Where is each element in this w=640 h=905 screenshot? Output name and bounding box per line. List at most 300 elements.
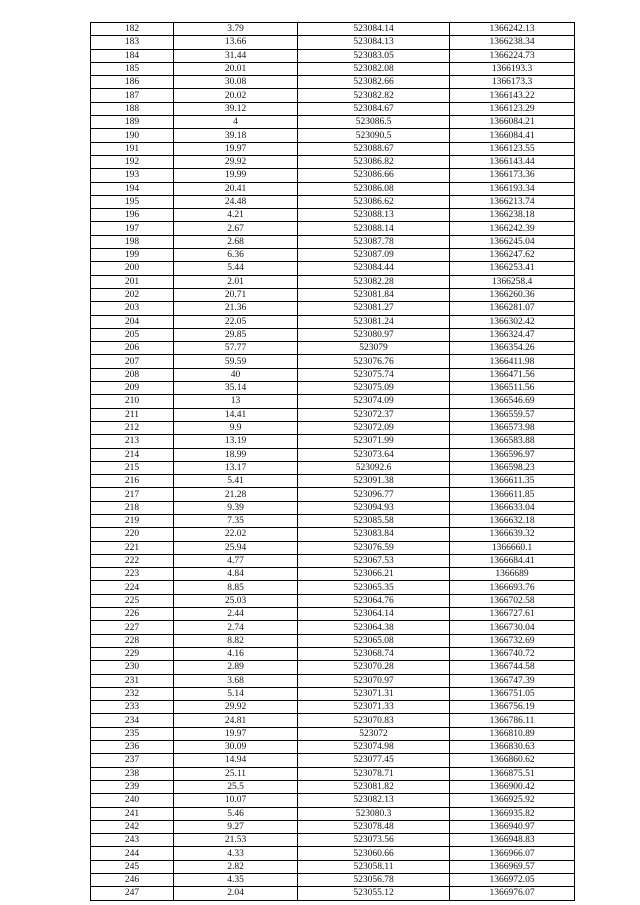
point-number-cell: 184 — [91, 49, 174, 62]
coordinate-table — [90, 22, 575, 901]
distance-cell: 2.68 — [174, 235, 298, 248]
x-coordinate-cell: 523090.5 — [298, 129, 450, 142]
x-coordinate-cell: 523074.98 — [298, 741, 450, 754]
table-row — [91, 608, 575, 621]
x-coordinate-cell: 523081.27 — [298, 302, 450, 315]
table-row — [91, 475, 575, 488]
x-coordinate-cell: 523088.67 — [298, 142, 450, 155]
x-coordinate-cell: 523087.78 — [298, 235, 450, 248]
y-coordinate-cell: 1366324.47 — [450, 328, 575, 341]
distance-cell: 4.77 — [174, 554, 298, 567]
distance-cell: 13.66 — [174, 36, 298, 49]
table-row — [91, 89, 575, 102]
y-coordinate-cell: 1366281.07 — [450, 302, 575, 315]
y-coordinate-cell: 1366123.55 — [450, 142, 575, 155]
x-coordinate-cell: 523078.48 — [298, 820, 450, 833]
table-row — [91, 754, 575, 767]
point-number-cell: 204 — [91, 315, 174, 328]
distance-cell: 13 — [174, 395, 298, 408]
distance-cell: 4.33 — [174, 847, 298, 860]
table-row — [91, 528, 575, 541]
point-number-cell: 201 — [91, 275, 174, 288]
y-coordinate-cell: 1366925.92 — [450, 794, 575, 807]
point-number-cell: 210 — [91, 395, 174, 408]
table-row — [91, 355, 575, 368]
y-coordinate-cell: 1366247.62 — [450, 249, 575, 262]
y-coordinate-cell: 1366689 — [450, 568, 575, 581]
point-number-cell: 234 — [91, 714, 174, 727]
distance-cell: 2.04 — [174, 887, 298, 900]
distance-cell: 40 — [174, 368, 298, 381]
x-coordinate-cell: 523064.14 — [298, 608, 450, 621]
y-coordinate-cell: 1366684.41 — [450, 554, 575, 567]
y-coordinate-cell: 1366245.04 — [450, 235, 575, 248]
y-coordinate-cell: 1366611.85 — [450, 488, 575, 501]
x-coordinate-cell: 523083.05 — [298, 49, 450, 62]
table-row — [91, 714, 575, 727]
y-coordinate-cell: 1366786.11 — [450, 714, 575, 727]
table-row — [91, 222, 575, 235]
y-coordinate-cell: 1366740.72 — [450, 647, 575, 660]
x-coordinate-cell: 523073.56 — [298, 834, 450, 847]
x-coordinate-cell: 523091.38 — [298, 475, 450, 488]
point-number-cell: 236 — [91, 741, 174, 754]
point-number-cell: 246 — [91, 874, 174, 887]
x-coordinate-cell: 523064.38 — [298, 621, 450, 634]
point-number-cell: 185 — [91, 62, 174, 75]
point-number-cell: 191 — [91, 142, 174, 155]
x-coordinate-cell: 523071.33 — [298, 701, 450, 714]
point-number-cell: 215 — [91, 461, 174, 474]
point-number-cell: 226 — [91, 608, 174, 621]
point-number-cell: 182 — [91, 23, 174, 36]
y-coordinate-cell: 1366969.57 — [450, 860, 575, 873]
point-number-cell: 200 — [91, 262, 174, 275]
table-row — [91, 820, 575, 833]
y-coordinate-cell: 1366702.58 — [450, 594, 575, 607]
y-coordinate-cell: 1366596.97 — [450, 448, 575, 461]
table-row — [91, 594, 575, 607]
table-row — [91, 435, 575, 448]
y-coordinate-cell: 1366935.82 — [450, 807, 575, 820]
distance-cell: 25.5 — [174, 780, 298, 793]
point-number-cell: 228 — [91, 634, 174, 647]
x-coordinate-cell: 523081.82 — [298, 780, 450, 793]
table-row — [91, 674, 575, 687]
distance-cell: 21.36 — [174, 302, 298, 315]
table-row — [91, 328, 575, 341]
x-coordinate-cell: 523083.84 — [298, 528, 450, 541]
distance-cell: 13.19 — [174, 435, 298, 448]
y-coordinate-cell: 1366598.23 — [450, 461, 575, 474]
point-number-cell: 189 — [91, 116, 174, 129]
table-row — [91, 275, 575, 288]
y-coordinate-cell: 1366213.74 — [450, 195, 575, 208]
point-number-cell: 239 — [91, 780, 174, 793]
point-number-cell: 187 — [91, 89, 174, 102]
table-row — [91, 488, 575, 501]
distance-cell: 20.02 — [174, 89, 298, 102]
y-coordinate-cell: 1366193.34 — [450, 182, 575, 195]
table-row — [91, 102, 575, 115]
distance-cell: 2.44 — [174, 608, 298, 621]
table-row — [91, 568, 575, 581]
y-coordinate-cell: 1366143.44 — [450, 155, 575, 168]
table-row — [91, 155, 575, 168]
y-coordinate-cell: 1366573.98 — [450, 421, 575, 434]
y-coordinate-cell: 1366730.04 — [450, 621, 575, 634]
y-coordinate-cell: 1366173.3 — [450, 76, 575, 89]
point-number-cell: 241 — [91, 807, 174, 820]
point-number-cell: 221 — [91, 541, 174, 554]
point-number-cell: 205 — [91, 328, 174, 341]
distance-cell: 3.79 — [174, 23, 298, 36]
x-coordinate-cell: 523072.09 — [298, 421, 450, 434]
table-row — [91, 634, 575, 647]
table-row — [91, 195, 575, 208]
x-coordinate-cell: 523082.82 — [298, 89, 450, 102]
y-coordinate-cell: 1366546.69 — [450, 395, 575, 408]
distance-cell: 8.82 — [174, 634, 298, 647]
table-row — [91, 129, 575, 142]
table-row — [91, 834, 575, 847]
x-coordinate-cell: 523072.37 — [298, 408, 450, 421]
y-coordinate-cell: 1366972.05 — [450, 874, 575, 887]
y-coordinate-cell: 1366976.07 — [450, 887, 575, 900]
distance-cell: 10.07 — [174, 794, 298, 807]
y-coordinate-cell: 1366084.41 — [450, 129, 575, 142]
table-row — [91, 23, 575, 36]
y-coordinate-cell: 1366238.18 — [450, 209, 575, 222]
point-number-cell: 243 — [91, 834, 174, 847]
y-coordinate-cell: 1366354.26 — [450, 342, 575, 355]
x-coordinate-cell: 523081.84 — [298, 288, 450, 301]
distance-cell: 20.01 — [174, 62, 298, 75]
distance-cell: 4 — [174, 116, 298, 129]
distance-cell: 22.02 — [174, 528, 298, 541]
distance-cell: 20.71 — [174, 288, 298, 301]
point-number-cell: 218 — [91, 501, 174, 514]
point-number-cell: 206 — [91, 342, 174, 355]
x-coordinate-cell: 523058.11 — [298, 860, 450, 873]
point-number-cell: 240 — [91, 794, 174, 807]
point-number-cell: 223 — [91, 568, 174, 581]
table-row — [91, 461, 575, 474]
coordinate-table-body — [91, 23, 575, 901]
distance-cell: 25.94 — [174, 541, 298, 554]
point-number-cell: 192 — [91, 155, 174, 168]
x-coordinate-cell: 523080.97 — [298, 328, 450, 341]
table-row — [91, 767, 575, 780]
y-coordinate-cell: 1366875.51 — [450, 767, 575, 780]
distance-cell: 5.41 — [174, 475, 298, 488]
distance-cell: 35.14 — [174, 382, 298, 395]
distance-cell: 39.18 — [174, 129, 298, 142]
y-coordinate-cell: 1366173.36 — [450, 169, 575, 182]
x-coordinate-cell: 523086.5 — [298, 116, 450, 129]
distance-cell: 4.16 — [174, 647, 298, 660]
y-coordinate-cell: 1366242.39 — [450, 222, 575, 235]
x-coordinate-cell: 523088.14 — [298, 222, 450, 235]
x-coordinate-cell: 523082.28 — [298, 275, 450, 288]
y-coordinate-cell: 1366632.18 — [450, 514, 575, 527]
table-row — [91, 421, 575, 434]
table-row — [91, 860, 575, 873]
table-row — [91, 288, 575, 301]
table-row — [91, 847, 575, 860]
distance-cell: 14.41 — [174, 408, 298, 421]
point-number-cell: 211 — [91, 408, 174, 421]
point-number-cell: 209 — [91, 382, 174, 395]
table-row — [91, 554, 575, 567]
x-coordinate-cell: 523070.28 — [298, 661, 450, 674]
table-row — [91, 807, 575, 820]
table-row — [91, 209, 575, 222]
point-number-cell: 220 — [91, 528, 174, 541]
table-row — [91, 780, 575, 793]
distance-cell: 29.92 — [174, 701, 298, 714]
table-row — [91, 62, 575, 75]
x-coordinate-cell: 523067.53 — [298, 554, 450, 567]
point-number-cell: 202 — [91, 288, 174, 301]
distance-cell: 24.81 — [174, 714, 298, 727]
x-coordinate-cell: 523077.45 — [298, 754, 450, 767]
y-coordinate-cell: 1366633.04 — [450, 501, 575, 514]
distance-cell: 25.03 — [174, 594, 298, 607]
point-number-cell: 199 — [91, 249, 174, 262]
table-row — [91, 408, 575, 421]
point-number-cell: 216 — [91, 475, 174, 488]
x-coordinate-cell: 523086.08 — [298, 182, 450, 195]
table-row — [91, 514, 575, 527]
y-coordinate-cell: 1366966.07 — [450, 847, 575, 860]
x-coordinate-cell: 523087.09 — [298, 249, 450, 262]
point-number-cell: 225 — [91, 594, 174, 607]
y-coordinate-cell: 1366744.58 — [450, 661, 575, 674]
point-number-cell: 190 — [91, 129, 174, 142]
distance-cell: 25.11 — [174, 767, 298, 780]
point-number-cell: 244 — [91, 847, 174, 860]
y-coordinate-cell: 1366302.42 — [450, 315, 575, 328]
distance-cell: 19.97 — [174, 727, 298, 740]
x-coordinate-cell: 523068.74 — [298, 647, 450, 660]
distance-cell: 57.77 — [174, 342, 298, 355]
x-coordinate-cell: 523070.83 — [298, 714, 450, 727]
distance-cell: 9.39 — [174, 501, 298, 514]
table-row — [91, 49, 575, 62]
point-number-cell: 195 — [91, 195, 174, 208]
point-number-cell: 193 — [91, 169, 174, 182]
table-row — [91, 249, 575, 262]
table-row — [91, 741, 575, 754]
y-coordinate-cell: 1366559.57 — [450, 408, 575, 421]
x-coordinate-cell: 523078.71 — [298, 767, 450, 780]
point-number-cell: 237 — [91, 754, 174, 767]
distance-cell: 31.44 — [174, 49, 298, 62]
point-number-cell: 213 — [91, 435, 174, 448]
table-row — [91, 621, 575, 634]
point-number-cell: 224 — [91, 581, 174, 594]
table-row — [91, 315, 575, 328]
x-coordinate-cell: 523064.76 — [298, 594, 450, 607]
y-coordinate-cell: 1366756.19 — [450, 701, 575, 714]
x-coordinate-cell: 523071.99 — [298, 435, 450, 448]
distance-cell: 14.94 — [174, 754, 298, 767]
distance-cell: 2.74 — [174, 621, 298, 634]
y-coordinate-cell: 1366948.83 — [450, 834, 575, 847]
point-number-cell: 245 — [91, 860, 174, 873]
y-coordinate-cell: 1366084.21 — [450, 116, 575, 129]
x-coordinate-cell: 523084.44 — [298, 262, 450, 275]
y-coordinate-cell: 1366860.62 — [450, 754, 575, 767]
distance-cell: 6.36 — [174, 249, 298, 262]
y-coordinate-cell: 1366727.61 — [450, 608, 575, 621]
table-row — [91, 874, 575, 887]
point-number-cell: 186 — [91, 76, 174, 89]
x-coordinate-cell: 523072 — [298, 727, 450, 740]
distance-cell: 4.21 — [174, 209, 298, 222]
x-coordinate-cell: 523082.66 — [298, 76, 450, 89]
table-row — [91, 142, 575, 155]
distance-cell: 5.14 — [174, 687, 298, 700]
distance-cell: 19.99 — [174, 169, 298, 182]
distance-cell: 3.68 — [174, 674, 298, 687]
table-row — [91, 448, 575, 461]
distance-cell: 24.48 — [174, 195, 298, 208]
point-number-cell: 219 — [91, 514, 174, 527]
table-row — [91, 302, 575, 315]
distance-cell: 21.53 — [174, 834, 298, 847]
point-number-cell: 238 — [91, 767, 174, 780]
y-coordinate-cell: 1366732.69 — [450, 634, 575, 647]
x-coordinate-cell: 523076.59 — [298, 541, 450, 554]
y-coordinate-cell: 1366471.56 — [450, 368, 575, 381]
x-coordinate-cell: 523084.14 — [298, 23, 450, 36]
y-coordinate-cell: 1366639.32 — [450, 528, 575, 541]
point-number-cell: 247 — [91, 887, 174, 900]
table-row — [91, 169, 575, 182]
point-number-cell: 232 — [91, 687, 174, 700]
y-coordinate-cell: 1366693.76 — [450, 581, 575, 594]
x-coordinate-cell: 523076.76 — [298, 355, 450, 368]
x-coordinate-cell: 523074.09 — [298, 395, 450, 408]
x-coordinate-cell: 523080.3 — [298, 807, 450, 820]
point-number-cell: 214 — [91, 448, 174, 461]
point-number-cell: 208 — [91, 368, 174, 381]
x-coordinate-cell: 523084.67 — [298, 102, 450, 115]
y-coordinate-cell: 1366411.98 — [450, 355, 575, 368]
y-coordinate-cell: 1366511.56 — [450, 382, 575, 395]
point-number-cell: 194 — [91, 182, 174, 195]
point-number-cell: 207 — [91, 355, 174, 368]
distance-cell: 9.27 — [174, 820, 298, 833]
distance-cell: 2.67 — [174, 222, 298, 235]
x-coordinate-cell: 523065.08 — [298, 634, 450, 647]
table-row — [91, 116, 575, 129]
table-row — [91, 395, 575, 408]
x-coordinate-cell: 523085.58 — [298, 514, 450, 527]
point-number-cell: 233 — [91, 701, 174, 714]
x-coordinate-cell: 523066.21 — [298, 568, 450, 581]
distance-cell: 4.84 — [174, 568, 298, 581]
y-coordinate-cell: 1366611.35 — [450, 475, 575, 488]
x-coordinate-cell: 523086.82 — [298, 155, 450, 168]
table-row — [91, 887, 575, 900]
y-coordinate-cell: 1366253.41 — [450, 262, 575, 275]
y-coordinate-cell: 1366751.05 — [450, 687, 575, 700]
x-coordinate-cell: 523060.66 — [298, 847, 450, 860]
x-coordinate-cell: 523056.78 — [298, 874, 450, 887]
x-coordinate-cell: 523086.62 — [298, 195, 450, 208]
distance-cell: 29.85 — [174, 328, 298, 341]
table-row — [91, 727, 575, 740]
distance-cell: 39.12 — [174, 102, 298, 115]
point-number-cell: 229 — [91, 647, 174, 660]
y-coordinate-cell: 1366940.97 — [450, 820, 575, 833]
table-row — [91, 581, 575, 594]
distance-cell: 9.9 — [174, 421, 298, 434]
x-coordinate-cell: 523094.93 — [298, 501, 450, 514]
distance-cell: 4.35 — [174, 874, 298, 887]
table-row — [91, 36, 575, 49]
point-number-cell: 231 — [91, 674, 174, 687]
distance-cell: 20.41 — [174, 182, 298, 195]
y-coordinate-cell: 1366224.73 — [450, 49, 575, 62]
distance-cell: 18.99 — [174, 448, 298, 461]
point-number-cell: 196 — [91, 209, 174, 222]
x-coordinate-cell: 523081.24 — [298, 315, 450, 328]
y-coordinate-cell: 1366193.3 — [450, 62, 575, 75]
point-number-cell: 212 — [91, 421, 174, 434]
table-row — [91, 262, 575, 275]
y-coordinate-cell: 1366242.13 — [450, 23, 575, 36]
table-row — [91, 182, 575, 195]
x-coordinate-cell: 523082.08 — [298, 62, 450, 75]
distance-cell: 7.35 — [174, 514, 298, 527]
point-number-cell: 183 — [91, 36, 174, 49]
distance-cell: 2.82 — [174, 860, 298, 873]
table-row — [91, 794, 575, 807]
distance-cell: 30.08 — [174, 76, 298, 89]
x-coordinate-cell: 523079 — [298, 342, 450, 355]
x-coordinate-cell: 523075.09 — [298, 382, 450, 395]
y-coordinate-cell: 1366258.4 — [450, 275, 575, 288]
x-coordinate-cell: 523065.35 — [298, 581, 450, 594]
table-row — [91, 235, 575, 248]
point-number-cell: 198 — [91, 235, 174, 248]
distance-cell: 2.01 — [174, 275, 298, 288]
x-coordinate-cell: 523092.6 — [298, 461, 450, 474]
distance-cell: 2.89 — [174, 661, 298, 674]
y-coordinate-cell: 1366660.1 — [450, 541, 575, 554]
point-number-cell: 235 — [91, 727, 174, 740]
distance-cell: 59.59 — [174, 355, 298, 368]
table-row — [91, 541, 575, 554]
distance-cell: 13.17 — [174, 461, 298, 474]
point-number-cell: 217 — [91, 488, 174, 501]
x-coordinate-cell: 523096.77 — [298, 488, 450, 501]
point-number-cell: 197 — [91, 222, 174, 235]
y-coordinate-cell: 1366830.63 — [450, 741, 575, 754]
y-coordinate-cell: 1366810.89 — [450, 727, 575, 740]
y-coordinate-cell: 1366123.29 — [450, 102, 575, 115]
y-coordinate-cell: 1366143.22 — [450, 89, 575, 102]
x-coordinate-cell: 523075.74 — [298, 368, 450, 381]
table-row — [91, 501, 575, 514]
x-coordinate-cell: 523088.13 — [298, 209, 450, 222]
table-row — [91, 687, 575, 700]
x-coordinate-cell: 523070.97 — [298, 674, 450, 687]
